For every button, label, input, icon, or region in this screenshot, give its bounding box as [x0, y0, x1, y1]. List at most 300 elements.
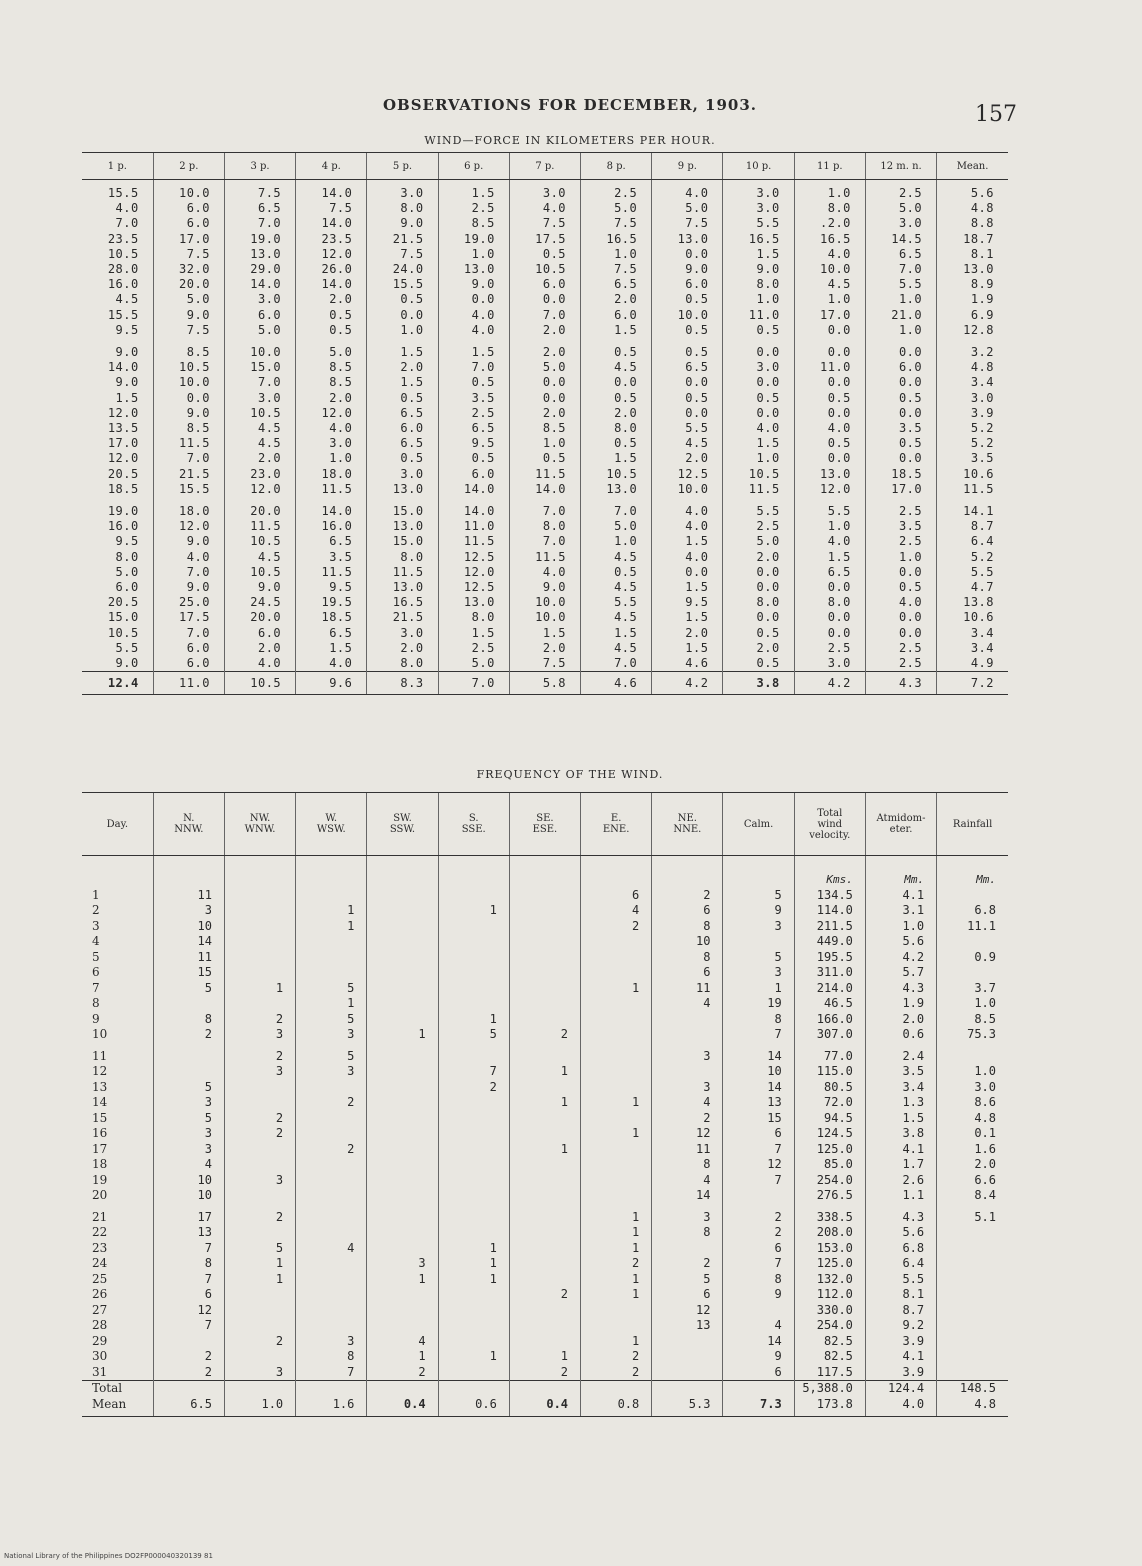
table-cell: 94.5: [794, 1111, 865, 1127]
table-cell: 17.5: [153, 610, 224, 625]
table-cell: 1.0: [367, 323, 438, 338]
table-cell: 12.0: [296, 406, 367, 421]
table-cell: 3.1: [865, 903, 936, 919]
table-cell: 11.5: [438, 534, 509, 549]
table-cell: [509, 950, 580, 966]
table-cell: 9.0: [224, 580, 295, 595]
table-cell: 2.0: [224, 451, 295, 466]
mean-cell: 4.6: [581, 672, 652, 695]
table-cell: 5.0: [224, 323, 295, 338]
table-cell: 11: [652, 1142, 723, 1158]
table-cell: 20.5: [107, 595, 139, 610]
table-cell: 1.0: [937, 996, 1008, 1012]
table-cell: 1.0: [723, 292, 794, 307]
table-cell: 8.0: [794, 595, 865, 610]
table-cell: 3: [153, 1126, 224, 1142]
table-cell: 14.0: [438, 497, 509, 519]
table-cell: 3: [723, 965, 794, 981]
table-cell: [438, 1334, 509, 1350]
table-cell: 0.0: [794, 610, 865, 625]
table-cell: 114.0: [794, 903, 865, 919]
table-cell: 1: [438, 903, 509, 919]
table-row: [82, 534, 1008, 549]
mean-row: [82, 672, 1008, 695]
table-cell: [438, 950, 509, 966]
table-cell: 14: [723, 1080, 794, 1096]
table-cell: 10.0: [794, 262, 865, 277]
table-cell: 2.0: [296, 292, 367, 307]
table-cell: 2.0: [652, 451, 723, 466]
table-cell: 18.7: [937, 232, 1008, 247]
table-cell: [367, 1142, 438, 1158]
table-row: [82, 497, 1008, 519]
table-cell: 9.0: [438, 277, 509, 292]
table-cell: [509, 1157, 580, 1173]
table-cell: [367, 903, 438, 919]
table-cell: 8.5: [296, 375, 367, 390]
table-cell: 1.3: [865, 1095, 936, 1111]
table-cell: 276.5: [794, 1188, 865, 1204]
total-cell: [296, 1381, 367, 1397]
table-cell: 4.0: [438, 323, 509, 338]
table-row: [82, 277, 1008, 292]
table-cell: [153, 1043, 224, 1065]
table-cell: 2.5: [865, 534, 936, 549]
table-cell: [581, 1142, 652, 1158]
table-cell: 2.5: [723, 519, 794, 534]
table-cell: [652, 1365, 723, 1381]
mean-cell: 4.2: [652, 672, 723, 695]
table-cell: 5: [153, 1080, 224, 1096]
column-header: 12 m. n.: [865, 153, 936, 180]
table-cell: [652, 1241, 723, 1257]
mean-row: [82, 1397, 1008, 1417]
table-cell: 25: [92, 1271, 108, 1286]
table-cell: [581, 1173, 652, 1189]
table-cell: 6.0: [581, 308, 652, 323]
table-cell: 3: [367, 1256, 438, 1272]
table-cell: 2.5: [865, 656, 936, 672]
column-header: SW. SSW.: [367, 793, 438, 856]
table-cell: 3.0: [723, 360, 794, 375]
table-cell: [224, 1287, 295, 1303]
mean-cell: 4.3: [865, 672, 936, 695]
total-cell: [581, 1381, 652, 1397]
mean-cell: 6.5: [153, 1397, 224, 1417]
table-cell: 2.0: [581, 292, 652, 307]
table-cell: 7.5: [581, 216, 652, 231]
table-cell: [652, 1027, 723, 1043]
table-row: [82, 1334, 1008, 1350]
table-cell: [367, 1012, 438, 1028]
table-cell: 0.0: [794, 375, 865, 390]
total-cell: [509, 1381, 580, 1397]
table-cell: [581, 1111, 652, 1127]
table-cell: 5.0: [652, 201, 723, 216]
table-cell: 6.5: [652, 360, 723, 375]
table-cell: 4.0: [153, 550, 224, 565]
table-cell: [367, 1241, 438, 1257]
table-cell: 3.4: [937, 375, 1008, 390]
table-cell: [224, 1080, 295, 1096]
table-cell: 4.0: [794, 534, 865, 549]
mean-cell: 0.4: [367, 1397, 438, 1417]
table-cell: 7.0: [224, 216, 295, 231]
table-cell: 15.5: [107, 186, 139, 200]
table-cell: 16.5: [723, 232, 794, 247]
table-cell: 2: [509, 1027, 580, 1043]
table-cell: 0.0: [652, 565, 723, 580]
table-cell: 10.0: [509, 595, 580, 610]
table-cell: 0.0: [794, 406, 865, 421]
table-cell: 4.6: [652, 656, 723, 672]
table-cell: 13.0: [937, 262, 1008, 277]
table-cell: 3.2: [937, 338, 1008, 360]
table-cell: 6.9: [937, 308, 1008, 323]
table-cell: [224, 1188, 295, 1204]
table-cell: 2.5: [581, 180, 652, 202]
table-cell: 125.0: [794, 1142, 865, 1158]
table-cell: [509, 934, 580, 950]
table-cell: 2.4: [865, 1043, 936, 1065]
table-row: [82, 1303, 1008, 1319]
table-cell: [224, 903, 295, 919]
table-cell: [937, 1318, 1008, 1334]
table-cell: 1: [296, 919, 367, 935]
table-cell: 1: [509, 1142, 580, 1158]
table-cell: 10: [153, 919, 224, 935]
table-cell: 4.1: [865, 1349, 936, 1365]
table-row: [82, 565, 1008, 580]
table-cell: [367, 1188, 438, 1204]
table-cell: [224, 950, 295, 966]
table-cell: 0.5: [794, 391, 865, 406]
table-cell: 14.0: [107, 360, 139, 375]
table-cell: 3.0: [865, 216, 936, 231]
table-cell: 1: [367, 1272, 438, 1288]
table-cell: 1: [224, 1272, 295, 1288]
table-cell: 1.0: [865, 323, 936, 338]
table-cell: 10.5: [107, 246, 139, 261]
table-cell: [509, 1303, 580, 1319]
table-cell: [937, 1287, 1008, 1303]
table-cell: 449.0: [794, 934, 865, 950]
mean-cell: 1.0: [224, 1397, 295, 1417]
table-cell: 2: [224, 1012, 295, 1028]
table-cell: 0.1: [937, 1126, 1008, 1142]
table-cell: 22: [92, 1225, 108, 1239]
table-cell: 7.0: [438, 360, 509, 375]
table-cell: 5.6: [865, 934, 936, 950]
table-cell: 0.0: [723, 406, 794, 421]
table-cell: 7.5: [509, 656, 580, 672]
table-cell: 7: [723, 1256, 794, 1272]
unit-cell: [224, 856, 295, 888]
table-cell: 0.0: [652, 247, 723, 262]
table-cell: 1: [581, 981, 652, 997]
table-cell: 0.0: [865, 338, 936, 360]
table-cell: 11.0: [438, 519, 509, 534]
table-row: [82, 467, 1008, 482]
table-cell: 9.0: [509, 580, 580, 595]
table-cell: 12: [153, 1303, 224, 1319]
table-cell: 13: [652, 1318, 723, 1334]
table-cell: 1.5: [723, 436, 794, 451]
table-cell: 13: [153, 1225, 224, 1241]
mean-cell: 0.4: [509, 1397, 580, 1417]
table-cell: 23.5: [107, 231, 139, 246]
table-cell: 82.5: [794, 1334, 865, 1350]
table-cell: 0.0: [153, 391, 224, 406]
table-cell: 3.4: [937, 626, 1008, 641]
table-cell: 1.5: [652, 580, 723, 595]
table-cell: 4.1: [865, 888, 936, 904]
table-row: [82, 1157, 1008, 1173]
table-cell: 4.5: [581, 580, 652, 595]
table-cell: [438, 1173, 509, 1189]
table-cell: 1: [509, 1095, 580, 1111]
table-cell: 3.5: [865, 421, 936, 436]
table-cell: 4.7: [937, 580, 1008, 595]
table-cell: [367, 934, 438, 950]
column-header: 6 p.: [438, 153, 509, 180]
column-header: 9 p.: [652, 153, 723, 180]
table-cell: 4.0: [224, 656, 295, 672]
table-cell: 2: [509, 1365, 580, 1381]
table-cell: [438, 1043, 509, 1065]
table-cell: 6.0: [153, 201, 224, 216]
table-cell: 6: [652, 1287, 723, 1303]
table-cell: [296, 950, 367, 966]
table-cell: 7.0: [509, 308, 580, 323]
table-cell: 1: [509, 1064, 580, 1080]
table-cell: 3: [723, 919, 794, 935]
table-cell: 0.5: [509, 247, 580, 262]
table-cell: 6: [723, 1241, 794, 1257]
table-cell: 13.0: [224, 247, 295, 262]
table-cell: 8.4: [937, 1188, 1008, 1204]
table-row: [82, 1173, 1008, 1189]
table-cell: 4.8: [937, 201, 1008, 216]
table-cell: 1.5: [438, 180, 509, 202]
table-cell: 5.5: [581, 595, 652, 610]
table-cell: [367, 1095, 438, 1111]
table-cell: [581, 1157, 652, 1173]
table-cell: 0.0: [367, 308, 438, 323]
table-cell: 3: [153, 903, 224, 919]
table-row: [82, 580, 1008, 595]
table-cell: 8: [723, 1012, 794, 1028]
table-cell: 4.5: [794, 277, 865, 292]
table-cell: 6.5: [296, 534, 367, 549]
table-cell: [652, 1012, 723, 1028]
table-cell: 11.1: [937, 919, 1008, 935]
table-cell: [937, 965, 1008, 981]
table-cell: 12.0: [153, 519, 224, 534]
table-cell: [296, 1173, 367, 1189]
table-cell: 14.0: [509, 482, 580, 497]
table-cell: 1: [224, 981, 295, 997]
table-cell: 6: [652, 965, 723, 981]
table-cell: [723, 934, 794, 950]
table-cell: [367, 1225, 438, 1241]
table-cell: 3.4: [865, 1080, 936, 1096]
table-cell: 4: [723, 1318, 794, 1334]
table-cell: 20.0: [153, 277, 224, 292]
unit-cell: Mm.: [937, 856, 1008, 888]
table-cell: [509, 1272, 580, 1288]
table-cell: [438, 996, 509, 1012]
table-cell: 6.4: [865, 1256, 936, 1272]
table-cell: 7.0: [581, 497, 652, 519]
table-cell: 14: [92, 1095, 108, 1109]
table-cell: 5.0: [581, 201, 652, 216]
table-cell: 9: [723, 1349, 794, 1365]
table-cell: 7.5: [153, 323, 224, 338]
table-cell: [296, 1225, 367, 1241]
table-cell: 112.0: [794, 1287, 865, 1303]
table-cell: 6: [581, 888, 652, 904]
table-cell: 5: [153, 1111, 224, 1127]
table-cell: 13.0: [367, 580, 438, 595]
table-cell: 6.5: [296, 626, 367, 641]
table-cell: 17: [153, 1204, 224, 1226]
table-cell: 17.0: [107, 436, 139, 451]
table-cell: [937, 1225, 1008, 1241]
table-cell: 0.5: [581, 338, 652, 360]
mean-cell: 173.8: [794, 1397, 865, 1417]
table-cell: [581, 1080, 652, 1096]
table-cell: 4: [652, 1095, 723, 1111]
column-header: 4 p.: [296, 153, 367, 180]
column-header: S. SSE.: [438, 793, 509, 856]
table-cell: 27: [92, 1302, 108, 1317]
table-cell: 9: [723, 903, 794, 919]
table-cell: 11.5: [296, 482, 367, 497]
table-cell: 6.4: [937, 534, 1008, 549]
table-cell: 14.0: [224, 277, 295, 292]
table-cell: 8: [652, 950, 723, 966]
table-cell: 254.0: [794, 1318, 865, 1334]
table-cell: 5.7: [865, 965, 936, 981]
table-cell: 11.0: [723, 308, 794, 323]
table-cell: 1.0: [296, 451, 367, 466]
table-cell: [937, 1349, 1008, 1365]
table-cell: 13.5: [107, 421, 139, 436]
table-cell: [367, 1111, 438, 1127]
table-cell: 2: [509, 1287, 580, 1303]
column-header: N. NNW.: [153, 793, 224, 856]
table-cell: 3.0: [937, 391, 1008, 406]
table-cell: [438, 1142, 509, 1158]
table-cell: 8: [153, 1012, 224, 1028]
table-cell: [581, 950, 652, 966]
table-cell: 12.0: [296, 247, 367, 262]
table-cell: 3: [224, 1027, 295, 1043]
table-cell: 1.0: [723, 451, 794, 466]
table-cell: 8.1: [937, 247, 1008, 262]
table-cell: 10.5: [581, 467, 652, 482]
table-cell: 7.0: [509, 497, 580, 519]
table-row: [82, 323, 1008, 338]
unit-cell: [438, 856, 509, 888]
table-cell: 1.5: [438, 626, 509, 641]
table-cell: 26.0: [296, 262, 367, 277]
column-header: 5 p.: [367, 153, 438, 180]
table-cell: 10.0: [153, 180, 224, 202]
table-cell: [438, 965, 509, 981]
table-cell: 21.5: [367, 232, 438, 247]
table-cell: 14: [153, 934, 224, 950]
table-cell: 4.0: [652, 550, 723, 565]
table-cell: 7: [92, 980, 100, 995]
total-cell: [153, 1381, 224, 1397]
table-cell: 0.0: [652, 406, 723, 421]
table-cell: 1.0: [794, 292, 865, 307]
table-row: [82, 232, 1008, 247]
page-number: 157: [975, 102, 1017, 127]
unit-cell: [153, 856, 224, 888]
table-cell: [509, 1173, 580, 1189]
table-cell: 4.0: [438, 308, 509, 323]
table-cell: 4: [652, 1173, 723, 1189]
table-cell: 330.0: [794, 1303, 865, 1319]
table-cell: [509, 1188, 580, 1204]
total-row: [82, 1381, 1008, 1397]
table-cell: 8: [652, 1225, 723, 1241]
table-cell: 4.0: [296, 421, 367, 436]
total-cell: Total: [82, 1381, 153, 1397]
table-cell: 7.0: [115, 216, 139, 231]
table-cell: [438, 1095, 509, 1111]
table-cell: 2.0: [367, 360, 438, 375]
table-cell: 5: [652, 1272, 723, 1288]
table-cell: 8.0: [438, 610, 509, 625]
table-cell: [438, 1157, 509, 1173]
table-cell: [438, 1303, 509, 1319]
table-cell: 18.0: [153, 497, 224, 519]
table-cell: 11.5: [296, 565, 367, 580]
table-row: [82, 406, 1008, 421]
column-header: 10 p.: [723, 153, 794, 180]
table-cell: 15.0: [367, 497, 438, 519]
table-cell: [438, 981, 509, 997]
table-cell: 23: [92, 1240, 108, 1255]
table-cell: 0.0: [438, 292, 509, 307]
table-cell: 75.3: [937, 1027, 1008, 1043]
table-cell: [581, 1027, 652, 1043]
table-cell: 4.0: [652, 497, 723, 519]
table-cell: 9.0: [115, 345, 139, 360]
table-cell: 5.1: [937, 1204, 1008, 1226]
table-cell: [723, 1188, 794, 1204]
table-cell: 28.0: [107, 262, 139, 277]
table-row: [82, 595, 1008, 610]
table-cell: 24.0: [367, 262, 438, 277]
table-row: [82, 436, 1008, 451]
column-header: Day.: [82, 793, 153, 856]
table-cell: 23.0: [224, 467, 295, 482]
unit-cell: Mm.: [865, 856, 936, 888]
table-row: [82, 1188, 1008, 1204]
table-cell: [296, 888, 367, 904]
table-row: [82, 247, 1008, 262]
table-cell: 2.5: [865, 180, 936, 202]
table-cell: 5.2: [937, 436, 1008, 451]
table-cell: 0.0: [794, 323, 865, 338]
table-cell: [581, 1188, 652, 1204]
table-cell: 4.5: [581, 610, 652, 625]
